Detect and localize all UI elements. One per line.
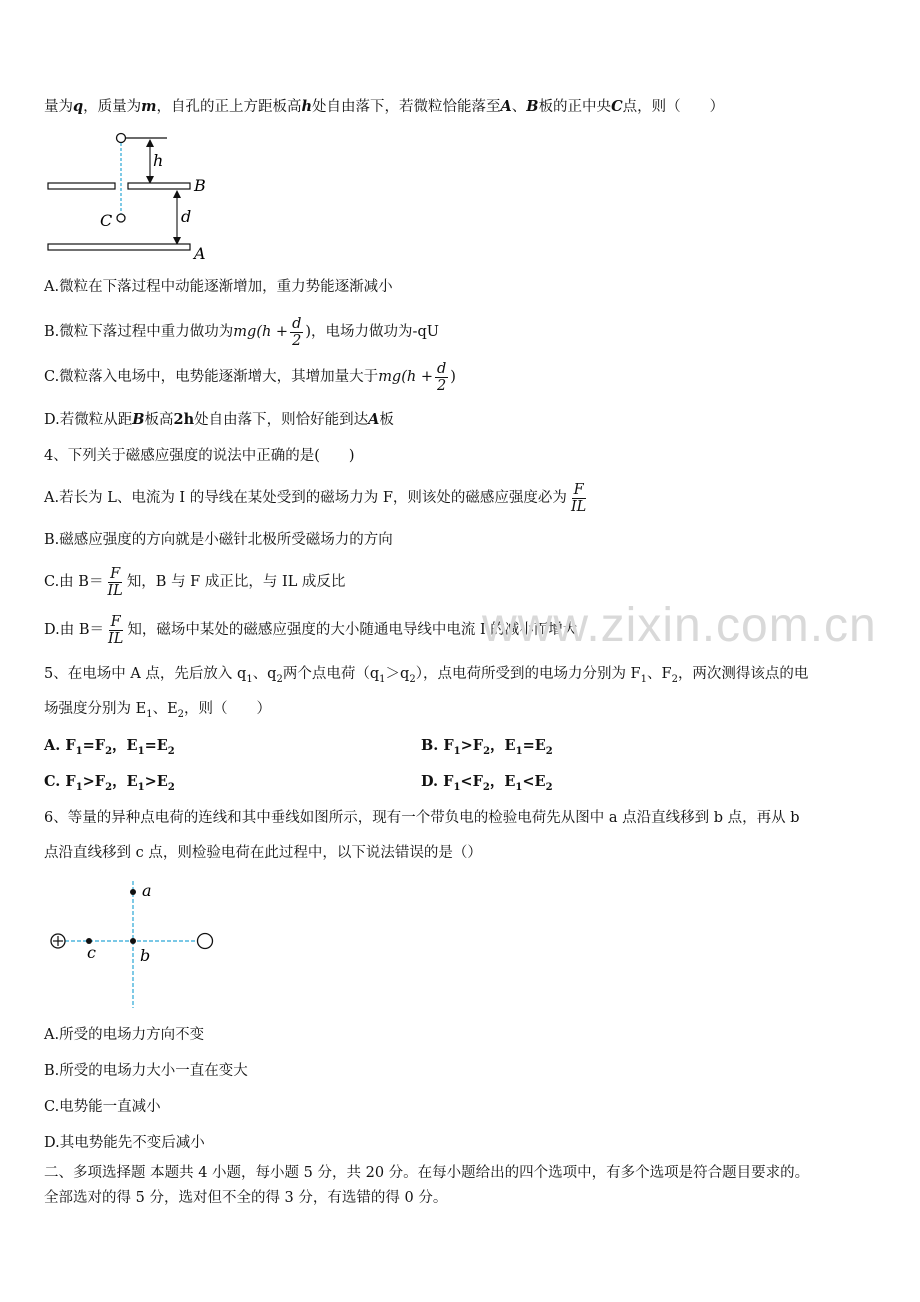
label-c: C [100, 211, 113, 230]
q6-option-d: D.其电势能先不变后减小 [44, 1135, 205, 1151]
q4-option-c: C.由 B＝ $\frac{F}{IL}$ 知，B 与 F 成正比，与 IL 成反比 [44, 565, 346, 599]
fraction-f-over-il: $\frac{F}{IL}$ [107, 565, 123, 599]
figure-charges [44, 876, 224, 1012]
point-c [117, 214, 125, 222]
label-h: h [153, 151, 164, 170]
fraction-f-over-il: $\frac{F}{IL}$ [107, 613, 124, 647]
point-a [130, 889, 136, 895]
watermark: www.zixin.com.cn [482, 599, 877, 652]
q5-option-c: C. $F_1>F_2$，$E_1>E_2$ [44, 773, 175, 793]
q3-option-d: D.若微粒从距B板高2h处自由落下，则恰好能到达A板 [44, 411, 394, 428]
q5-option-b: B. $F_1>F_2$，$E_1=E_2$ [421, 737, 553, 757]
fraction-f-over-il: $\frac{F}{IL}$ [570, 481, 587, 515]
q6-stem-line1: 6、等量的异种点电荷的连线和其中垂线如图所示，现有一个带负电的检验电荷先从图中 a 点沿直线移到 b 点，再从 b [44, 810, 800, 826]
point-b [130, 938, 136, 944]
section2-instructions-line2: 全部选对的得 5 分，选对但不全的得 3 分，有选错的得 0 分。 [44, 1190, 448, 1206]
label-b: B [194, 176, 206, 195]
q3-option-a: A.微粒在下落过程中动能逐渐增加，重力势能逐渐减小 [44, 279, 393, 295]
q5-option-d: D. $F_1<F_2$，$E_1<E_2$ [421, 773, 553, 793]
fraction-d-over-2: $\frac{d}{2}$ [292, 315, 302, 349]
q4-option-b: B.磁感应强度的方向就是小磁针北极所受磁场力的方向 [44, 532, 393, 548]
plate-a [48, 244, 190, 250]
q4-stem: 4、下列关于磁感应强度的说法中正确的是( ) [44, 448, 355, 464]
q4-option-a: A.若长为 L、电流为 I 的导线在某处受到的磁场力为 F，则该处的磁感应强度必为 $\frac{F}{IL}$ [44, 481, 587, 515]
fraction-d-over-2: $\frac{d}{2}$ [437, 360, 447, 394]
q6-option-c: C.电势能一直减小 [44, 1099, 161, 1115]
q6-stem-line2: 点沿直线移到 c 点，则检验电荷在此过程中，以下说法错误的是（） [44, 845, 482, 861]
q6-option-a: A.所受的电场力方向不变 [44, 1027, 205, 1043]
plate-b-right [128, 183, 190, 189]
q4-option-d: D.由 B＝ $\frac{F}{IL}$ 知，磁场中某处的磁感应强度的大小随通电导线中电流 I 的减小而增大 [44, 613, 578, 647]
q3-stem: 量为q，质量为m，自孔的正上方距板高h处自由落下，若微粒恰能落至A、B板的正中央C点，则（ ） [44, 98, 725, 115]
label-a: A [194, 244, 206, 263]
q5-stem-line2: 场强度分别为 $E_1$、$E_2$，则（ ） [44, 701, 272, 720]
q3-option-b: B.微粒下落过程中重力做功为mg(h + $\frac{d}{2}$ )，电场力做功为-qU [44, 315, 439, 349]
plate-b-left [48, 183, 115, 189]
q5-option-a: A. $F_1=F_2$，$E_1=E_2$ [44, 737, 175, 757]
label-a: a [142, 881, 152, 900]
label-b: b [140, 946, 151, 965]
figure-plates [44, 128, 224, 264]
q6-option-b: B.所受的电场力大小一直在变大 [44, 1063, 248, 1079]
label-c: c [87, 943, 96, 962]
q3-option-c: C.微粒落入电场中，电势能逐渐增大，其增加量大于mg(h + $\frac{d}{2}$ ) [44, 360, 456, 394]
q5-stem-line1: 5、在电场中 A 点，先后放入 $q_1$、$q_2$两个点电荷$(q_1>q_2)$，点电荷所受到的电场力分别为 $F_1$、$F_2$，两次测得该点的电 [44, 666, 809, 685]
negative-charge [198, 934, 213, 949]
section2-instructions-line1: 二、多项选择题 本题共 4 小题，每小题 5 分，共 20 分。在每小题给出的四个选项中，有多个选项是符合题目要求的。 [44, 1165, 810, 1181]
particle-start [117, 134, 126, 143]
label-d: d [181, 207, 192, 226]
